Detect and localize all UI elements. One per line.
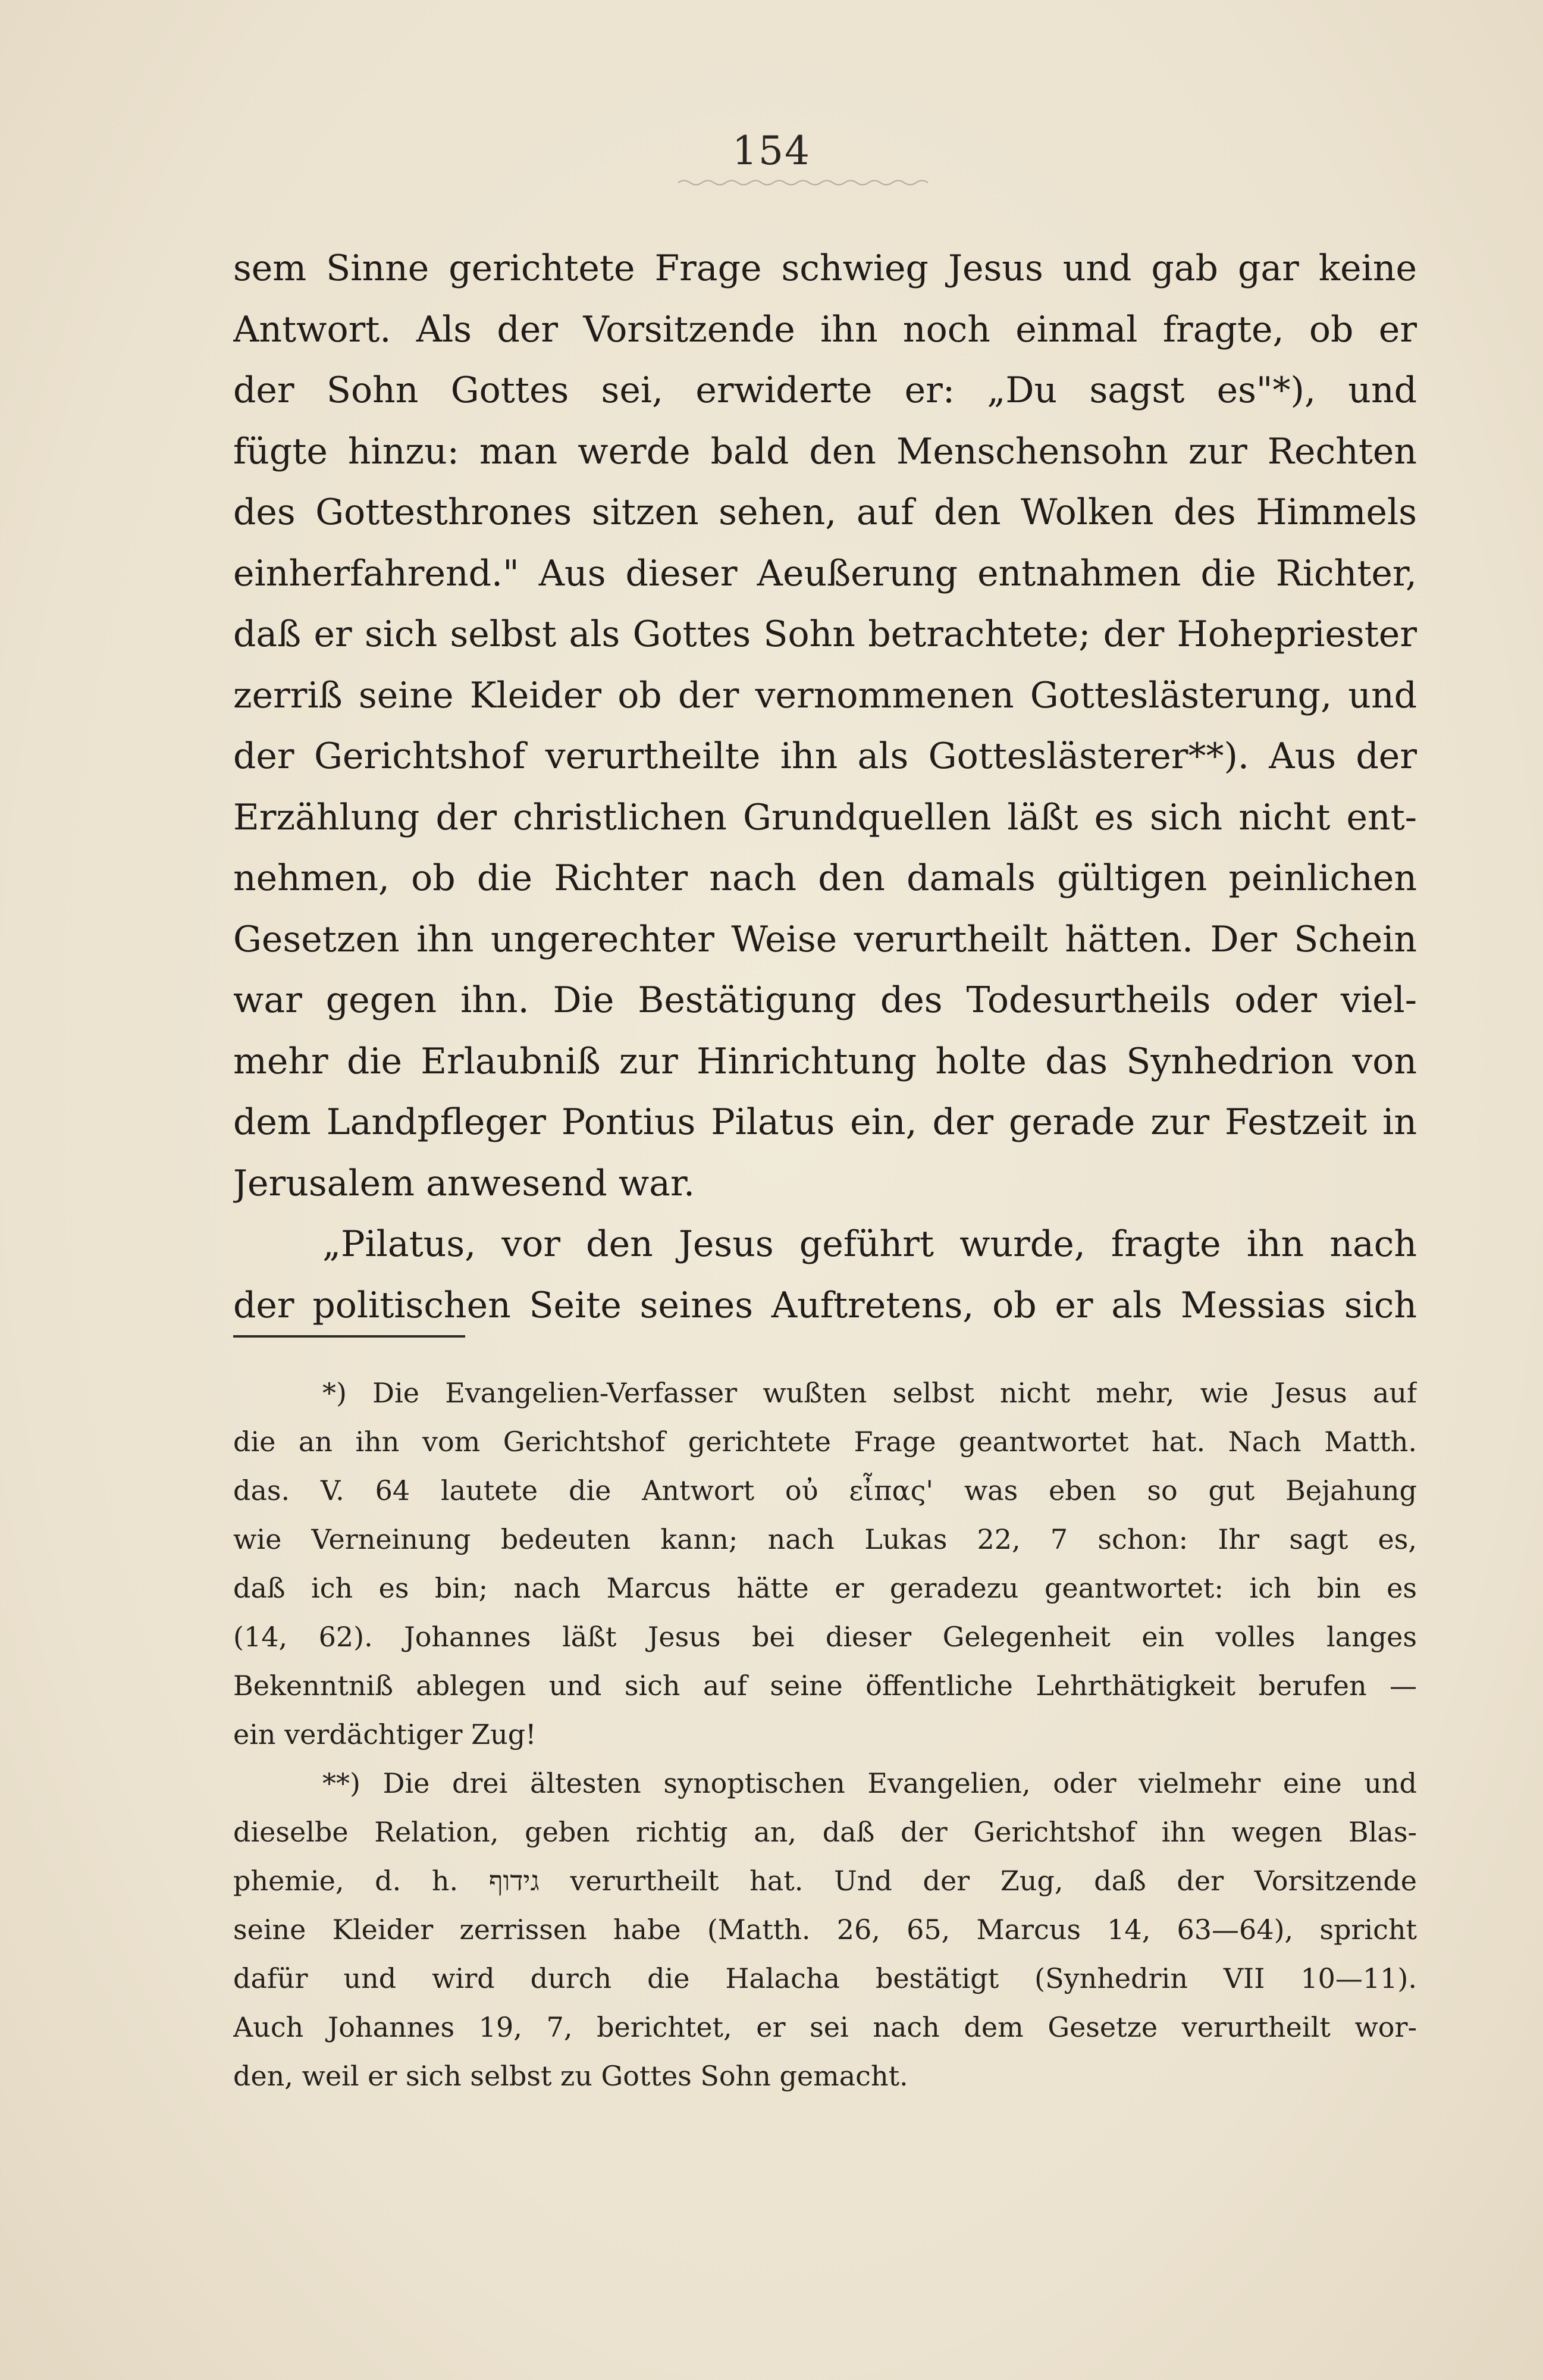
footnote-line: Auch Johannes 19, 7, berichtet, er sei nach dem Gesetze verurtheilt wor- — [233, 2011, 1417, 2043]
header-ornament — [678, 178, 928, 187]
body-line: sem Sinne gerichtete Frage schwieg Jesus und gab gar keine — [233, 248, 1417, 289]
footnote-line: Bekenntniß ablegen und sich auf seine öffentliche Lehrthätigkeit berufen — — [233, 1670, 1417, 1702]
body-line: zerriß seine Kleider ob der vernommenen Gotteslästerung, und — [233, 674, 1417, 716]
body-line: mehr die Erlaubniß zur Hinrichtung holte das Synhedrion von — [233, 1040, 1417, 1082]
body-line: „Pilatus, vor den Jesus geführt wurde, fragte ihn nach — [322, 1223, 1417, 1265]
body-line: dem Landpfleger Pontius Pilatus ein, der gerade zur Festzeit in — [233, 1101, 1417, 1143]
body-line: fügte hinzu: man werde bald den Menschensohn zur Rechten — [233, 430, 1417, 472]
footnote-line: den, weil er sich selbst zu Gottes Sohn gemacht. — [233, 2060, 908, 2092]
body-line: einherfahrend." Aus dieser Aeußerung entnahmen die Richter, — [233, 552, 1417, 594]
footnote-line: **) Die drei ältesten synoptischen Evangelien, oder vielmehr eine und — [322, 1767, 1417, 1799]
footnotes — [233, 1368, 1417, 2100]
body-line: Jerusalem anwesend war. — [233, 1162, 695, 1204]
footnote-line: dieselbe Relation, geben richtig an, daß der Gerichtshof ihn wegen Blas- — [233, 1816, 1417, 1848]
body-line: der Sohn Gottes sei, erwiderte er: „Du sagst es"*), und — [233, 369, 1417, 411]
footnote-line: ein verdächtiger Zug! — [233, 1718, 537, 1750]
body-line: des Gottesthrones sitzen sehen, auf den Wolken des Himmels — [233, 491, 1417, 533]
page-number: 154 — [732, 128, 811, 174]
footnote-line: dafür und wird durch die Halacha bestätigt (Synhedrin VII 10—11). — [233, 1962, 1417, 1994]
footnote-line: *) Die Evangelien-Verfasser wußten selbst nicht mehr, wie Jesus auf — [322, 1377, 1417, 1409]
footnote-divider — [233, 1335, 465, 1338]
body-line: der politischen Seite seines Auftretens, ob er als Messias sich — [233, 1284, 1417, 1326]
footnote-line: phemie, d. h. גידוף verurtheilt hat. Und der Zug, daß der Vorsitzende — [233, 1865, 1417, 1897]
body-line: war gegen ihn. Die Bestätigung des Todesurtheils oder viel- — [233, 979, 1417, 1021]
body-text — [233, 238, 1417, 1336]
footnote-line: seine Kleider zerrissen habe (Matth. 26, 65, Marcus 14, 63—64), spricht — [233, 1914, 1417, 1946]
footnote-line: daß ich es bin; nach Marcus hätte er geradezu geantwortet: ich bin es — [233, 1572, 1417, 1604]
footnote-line: (14, 62). Johannes läßt Jesus bei dieser Gelegenheit ein volles langes — [233, 1621, 1417, 1653]
footnote-line: das. V. 64 lautete die Antwort οὐ εἶπας' was eben so gut Bejahung — [233, 1474, 1417, 1507]
body-line: der Gerichtshof verurtheilte ihn als Gotteslästerer**). Aus der — [233, 735, 1417, 777]
body-line: Gesetzen ihn ungerechter Weise verurtheilt hätten. Der Schein — [233, 918, 1417, 960]
body-line: daß er sich selbst als Gottes Sohn betrachtete; der Hohepriester — [233, 613, 1417, 655]
body-line: Erzählung der christlichen Grundquellen läßt es sich nicht ent- — [233, 796, 1417, 838]
footnote-line: wie Verneinung bedeuten kann; nach Lukas 22, 7 schon: Ihr sagt es, — [233, 1523, 1417, 1555]
body-line: Antwort. Als der Vorsitzende ihn noch einmal fragte, ob er — [233, 308, 1417, 350]
body-line: nehmen, ob die Richter nach den damals gültigen peinlichen — [233, 857, 1417, 899]
footnote-line: die an ihn vom Gerichtshof gerichtete Frage geantwortet hat. Nach Matth. — [233, 1426, 1417, 1458]
